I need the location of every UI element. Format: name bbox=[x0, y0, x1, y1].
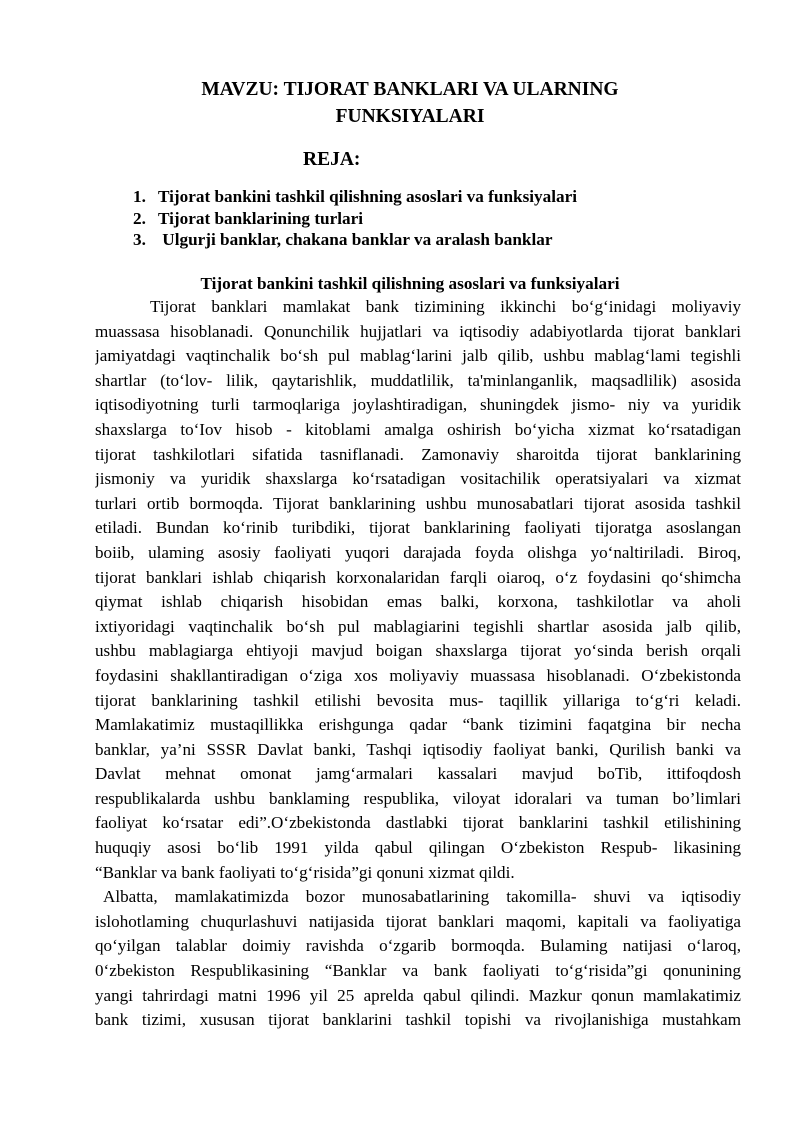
text-line: faoliyat ko‘rsatar edi”.O‘zbekistonda dastlabki tijorat banklarini tashkil etilishining bbox=[95, 813, 741, 833]
text-line: tijorat tashkilotlari sifatida tasniflanadi. Zamonaviy sharoitda tijorat banklarining bbox=[95, 444, 741, 464]
text-line: yangi tahrirdagi matni 1996 yil 25 aprelda qabul qilindi. Mazkur qonun mamlakatimiz bbox=[95, 985, 741, 1005]
plan-heading: REJA: bbox=[303, 149, 361, 170]
plan-item bbox=[133, 186, 577, 208]
text-line: ushbu mablagiarga ehtiyoji mavjud boigan shaxslarga tijorat yo‘sinda berish orqali bbox=[95, 641, 741, 661]
document-title: MAVZU: TIJORAT BANKLARI VA ULARNING FUNKSIYALARI bbox=[201, 79, 619, 127]
text-line: “Banklar va bank faoliyati to‘g‘risida”gi qonuni xizmat qildi. bbox=[95, 862, 515, 882]
text-line: jamiyatdagi vaqtinchalik bo‘sh pul mablag‘larini jalb qilib, ushbu mablag‘lami tegishli bbox=[95, 346, 741, 366]
plan-item bbox=[133, 229, 577, 251]
text-line: ixtiyoridagi vaqtinchalik bo‘sh pul mablagiarini tegishli shartlar asosida jalb qilib, bbox=[95, 616, 741, 636]
text-line: Davlat mehnat omonat jamg‘armalari kassalari mavjud boTib, ittifoqdosh bbox=[95, 764, 741, 784]
text-line: respublikalarda ushbu banklaming respublika, viloyat idoralari va tuman bo’limlari bbox=[95, 788, 741, 808]
plan-list bbox=[133, 186, 577, 251]
text-line: qiymat ishlab chiqarish hisobidan emas balki, korxona, tashkilotlar va aholi bbox=[95, 592, 741, 612]
text-line: tijorat banklarining tashkil etilishi bevosita mus- taqillik yillariga to‘g‘ri keladi. bbox=[95, 690, 741, 710]
plan-item bbox=[133, 208, 577, 230]
text-line: islohotlaming chuqurlashuvi natijasida tijorat banklari maqomi, kapitali va faoliyatiga bbox=[95, 911, 741, 931]
text-line: huquqiy asosi bo‘lib 1991 yilda qabul qilingan O‘zbekiston Respub- likasining bbox=[95, 838, 741, 858]
plan-item-text: Ulgurji banklar, chakana banklar va aralash banklar bbox=[158, 230, 553, 249]
section-heading: Tijorat bankini tashkil qilishning asoslari va funksiyalari bbox=[200, 274, 620, 293]
text-line: tijorat banklari ishlab chiqarish korxonalaridan farqli oiaroq, o‘z foydasini qo‘shimcha bbox=[95, 567, 741, 587]
text-line: Tijorat banklari mamlakat bank tizimining ikkinchi bo‘g‘inidagi moliyaviy bbox=[150, 297, 741, 316]
text-line: banklar, ya’ni SSSR Davlat banki, Tashqi iqtisodiy faoliyat banki, Qurilish banki va bbox=[95, 739, 741, 759]
text-line: shaxslarga to‘Iov hisob - kitoblami amalga oshirish bo‘yicha xizmat ko‘rsatadigan bbox=[95, 419, 741, 439]
text-line: jismoniy va yuridik shaxslarga ko‘rsatadigan vositachilik operatsiyalari va xizmat bbox=[95, 469, 741, 489]
plan-item-number: 2. bbox=[133, 208, 146, 228]
text-line: qo‘yilgan talablar doimiy ravishda o‘zgarib bormoqda. Bulaming natijasi o‘laroq, bbox=[95, 936, 741, 956]
text-line: Mamlakatimiz mustaqillikka erishgunga qadar “bank tizimini faqatgina bir necha bbox=[95, 715, 741, 735]
text-line: shartlar (to‘lov- lilik, qaytarishlik, muddatlilik, ta'minlanganlik, maqsadlilik) asosida bbox=[95, 370, 741, 390]
body-text bbox=[95, 295, 741, 1033]
text-line: Albatta, mamlakatimizda bozor munosabatlarining takomilla- shuvi va iqtisodiy bbox=[103, 887, 741, 907]
plan-item-number: 1. bbox=[133, 187, 146, 206]
text-line: boiib, ulaming asosiy faoliyati yuqori darajada foyda olishga yo‘naltiriladi. Biroq, bbox=[95, 542, 741, 562]
plan-item-text: Tijorat bankini tashkil qilishning asoslari va funksiyalari bbox=[158, 187, 577, 206]
text-line: etiladi. Bundan ko‘rinib turibdiki, tijorat banklarining faoliyati tijoratga asoslangan bbox=[95, 518, 741, 538]
plan-item-text: Tijorat banklarining turlari bbox=[158, 208, 363, 228]
plan-item-number: 3. bbox=[133, 230, 146, 249]
text-line: 0‘zbekiston Respublikasining “Banklar va bank faoliyati to‘g‘risida”gi qonunining bbox=[95, 961, 741, 981]
text-line: bank tizimi, xususan tijorat banklarini tashkil topishi va rivojlanishiga mustahkam bbox=[95, 1010, 741, 1030]
text-line: foydasini shakllantiradigan o‘ziga xos moliyaviy muassasa hisoblanadi. O‘zbekistonda bbox=[95, 665, 741, 685]
text-line: muassasa hisoblanadi. Qonunchilik hujjatlari va iqtisodiy adabiyotlarda tijorat banklari bbox=[95, 321, 741, 341]
text-line: turlari ortib bormoqda. Tijorat banklarining ushbu munosabatlari tijorat asosida tashkil bbox=[95, 493, 741, 513]
text-line: iqtisodiyotning turli tarmoqlariga joylashtiradigan, shuningdek jismo- niy va yuridik bbox=[95, 395, 741, 415]
